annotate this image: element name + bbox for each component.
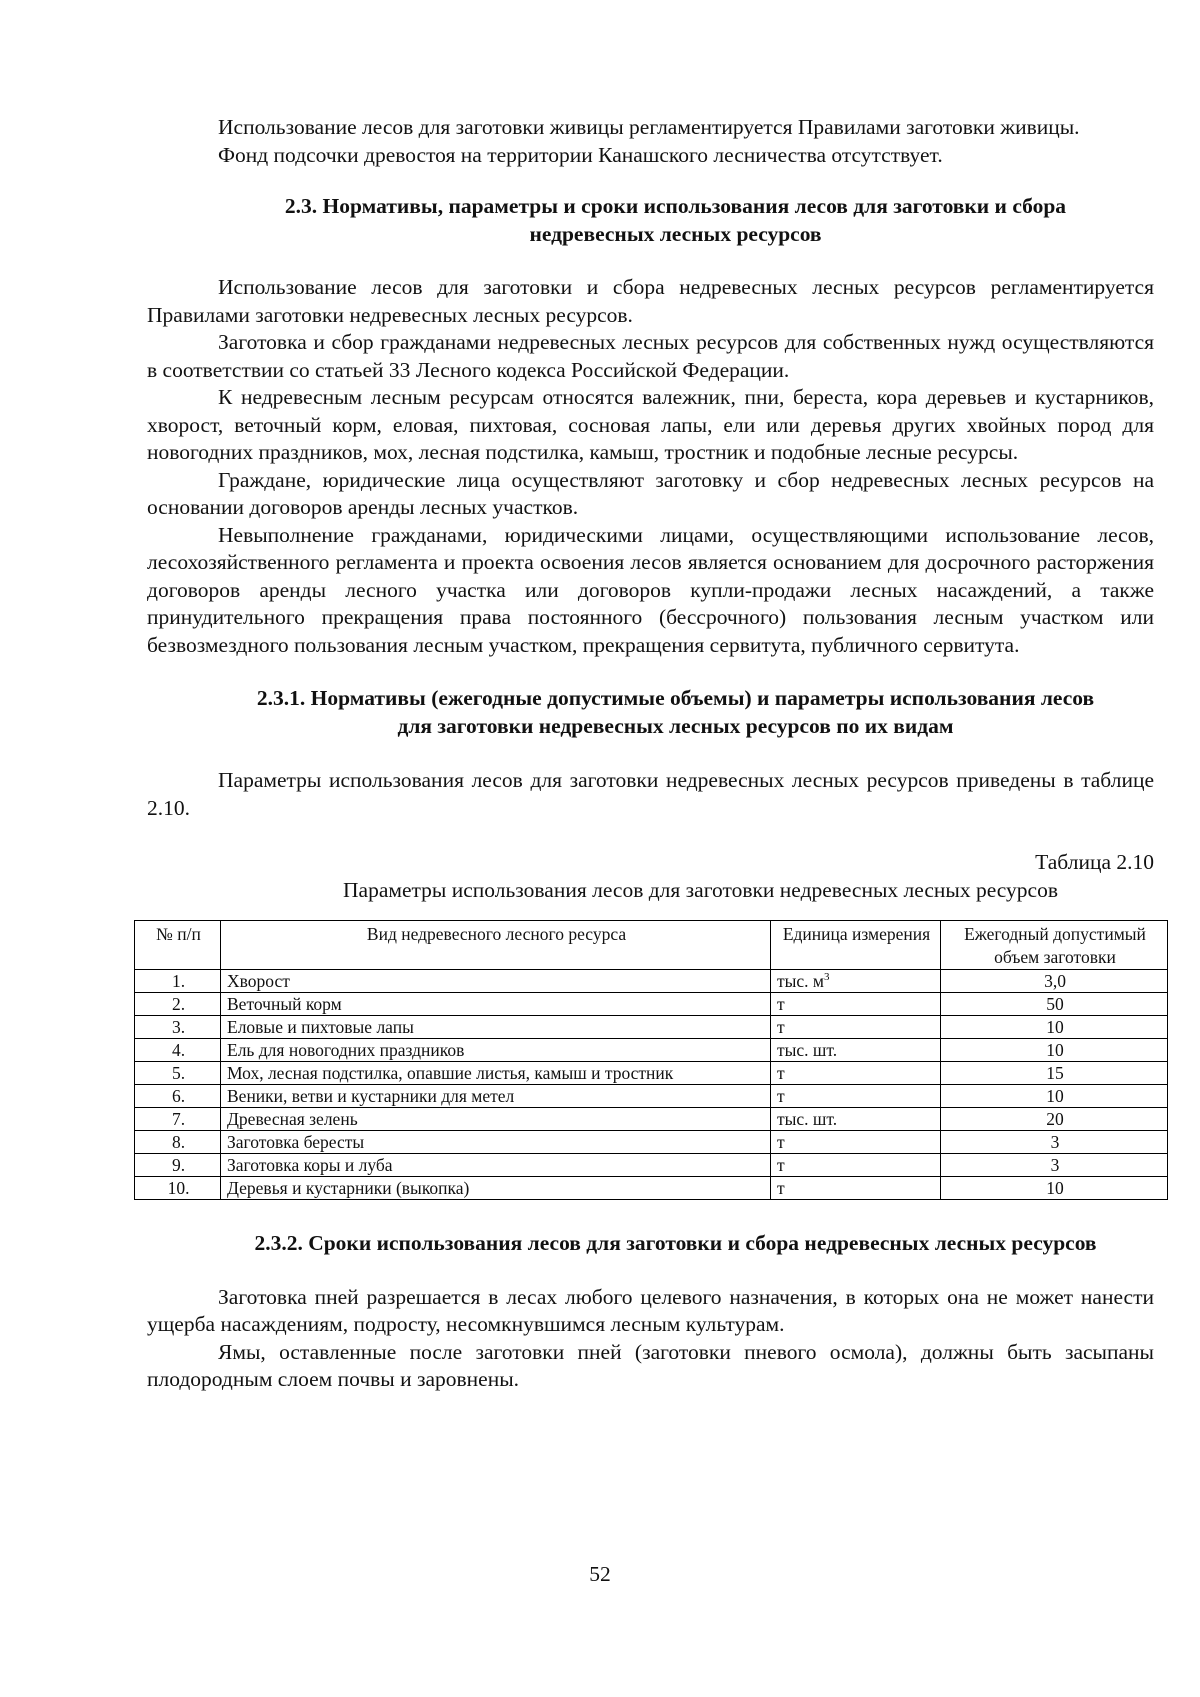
row-num: 6.	[135, 1085, 221, 1108]
row-volume: 10	[941, 1016, 1168, 1039]
paragraph: Граждане, юридические лица осуществляют заготовку и сбор недревесных лесных ресурсов на основании договоров аренды лесных участков.	[147, 467, 1154, 519]
row-num: 2.	[135, 993, 221, 1016]
row-num: 3.	[135, 1016, 221, 1039]
table-row	[135, 970, 1168, 993]
table-row	[135, 1131, 1168, 1154]
paragraph: Использование лесов для заготовки живицы регламентируется Правилами заготовки живицы.	[218, 115, 1080, 139]
paragraph: К недревесным лесным ресурсам относятся валежник, пни, береста, кора деревьев и кустарников, хворост, веточный корм, еловая, пихтовая, сосновая лапы, ели или деревья других хвойных пород для новогодних праздников, мох, лесная подстилка, камыш, тростник и подобные лесные ресурсы.	[147, 385, 1154, 464]
row-unit: т	[771, 1062, 941, 1085]
paragraph: Ямы, оставленные после заготовки пней (заготовки пневого осмола), должны быть засыпаны плодородным слоем почвы и заровнены.	[147, 1339, 1154, 1391]
row-kind: Заготовка коры и луба	[221, 1154, 771, 1177]
row-num: 4.	[135, 1039, 221, 1062]
row-kind: Мох, лесная подстилка, опавшие листья, камыш и тростник	[221, 1062, 771, 1085]
row-unit: т	[771, 1131, 941, 1154]
row-unit: тыс. шт.	[771, 1108, 941, 1131]
row-num: 8.	[135, 1131, 221, 1154]
row-num: 5.	[135, 1062, 221, 1085]
page-number: 52	[589, 1562, 611, 1586]
row-num: 7.	[135, 1108, 221, 1131]
header-unit: Единица измерения	[771, 921, 941, 970]
paragraph: Параметры использования лесов для заготовки недревесных лесных ресурсов приведены в таблице 2.10.	[147, 768, 1154, 820]
row-unit: т	[771, 1085, 941, 1108]
row-unit: тыс. шт.	[771, 1039, 941, 1062]
row-volume: 3,0	[941, 970, 1168, 993]
row-num: 10.	[135, 1177, 221, 1200]
row-volume: 50	[941, 993, 1168, 1016]
paragraph: Фонд подсочки древостоя на территории Канашского лесничества отсутствует.	[218, 142, 943, 167]
row-unit: т	[771, 1016, 941, 1039]
section-heading: 2.3. Нормативы, параметры и сроки использования лесов для заготовки и сбора недревесных лесных ресурсов	[284, 194, 1067, 246]
row-unit	[771, 970, 941, 993]
table-row	[135, 1039, 1168, 1062]
table-header-row	[135, 921, 1168, 970]
resources-table	[134, 920, 1168, 1200]
table-row	[135, 1108, 1168, 1131]
unit-superscript: 3	[824, 971, 830, 984]
row-volume: 3	[941, 1154, 1168, 1177]
paragraph: Заготовка пней разрешается в лесах любого целевого назначения, в которых она не может нанести ущерба насаждениям, подросту, несомкнувшимся лесным культурам.	[147, 1284, 1154, 1336]
section-heading: 2.3.1. Нормативы (ежегодные допустимые объемы) и параметры использования лесов для заготовки недревесных лесных ресурсов по их видам	[256, 686, 1095, 738]
row-volume: 20	[941, 1108, 1168, 1131]
table-number: Таблица 2.10	[1035, 850, 1154, 874]
row-kind: Ель для новогодних праздников	[221, 1039, 771, 1062]
row-unit: т	[771, 993, 941, 1016]
table-row	[135, 1085, 1168, 1108]
row-volume: 3	[941, 1131, 1168, 1154]
paragraph: Заготовка и сбор гражданами недревесных лесных ресурсов для собственных нужд осуществляются в соответствии со статьей 33 Лесного кодекса Российской Федерации.	[147, 330, 1154, 382]
table-row	[135, 1016, 1168, 1039]
row-unit: т	[771, 1154, 941, 1177]
table-row	[135, 1177, 1168, 1200]
row-kind: Хворост	[221, 970, 771, 993]
table-title: Параметры использования лесов для заготовки недревесных лесных ресурсов	[343, 877, 1058, 902]
row-num: 1.	[135, 970, 221, 993]
unit-text: тыс. м	[777, 971, 824, 991]
row-kind: Деревья и кустарники (выкопка)	[221, 1177, 771, 1200]
row-kind: Веники, ветви и кустарники для метел	[221, 1085, 771, 1108]
table-row	[135, 993, 1168, 1016]
row-volume: 10	[941, 1085, 1168, 1108]
row-kind: Древесная зелень	[221, 1108, 771, 1131]
row-volume: 10	[941, 1177, 1168, 1200]
header-num: № п/п	[135, 921, 221, 970]
paragraph: Использование лесов для заготовки и сбора недревесных лесных ресурсов регламентируется Правилами заготовки недревесных лесных ресурсов.	[147, 275, 1154, 327]
header-kind: Вид недревесного лесного ресурса	[221, 921, 771, 970]
row-kind: Веточный корм	[221, 993, 771, 1016]
row-unit: т	[771, 1177, 941, 1200]
row-num: 9.	[135, 1154, 221, 1177]
paragraph: Невыполнение гражданами, юридическими лицами, осуществляющими использование лесов, лесохозяйственного регламента и проекта освоения лесов является основанием для досрочного расторжения договоров аренды лесного участка или договоров купли-продажи лесных насаждений, а также принудительного прекращения права постоянного (бессрочного) пользования лесным участком или безвозмездного пользования лесным участком, прекращения сервитута, публичного сервитута.	[147, 522, 1154, 657]
row-volume: 15	[941, 1062, 1168, 1085]
document-page	[147, 114, 1154, 1394]
table-row	[135, 1062, 1168, 1085]
header-volume: Ежегодный допустимый объем заготовки	[941, 921, 1168, 970]
section-heading: 2.3.2. Сроки использования лесов для заготовки и сбора недревесных лесных ресурсов	[254, 1231, 1097, 1255]
row-kind: Еловые и пихтовые лапы	[221, 1016, 771, 1039]
table-row	[135, 1154, 1168, 1177]
row-kind: Заготовка бересты	[221, 1131, 771, 1154]
row-volume: 10	[941, 1039, 1168, 1062]
